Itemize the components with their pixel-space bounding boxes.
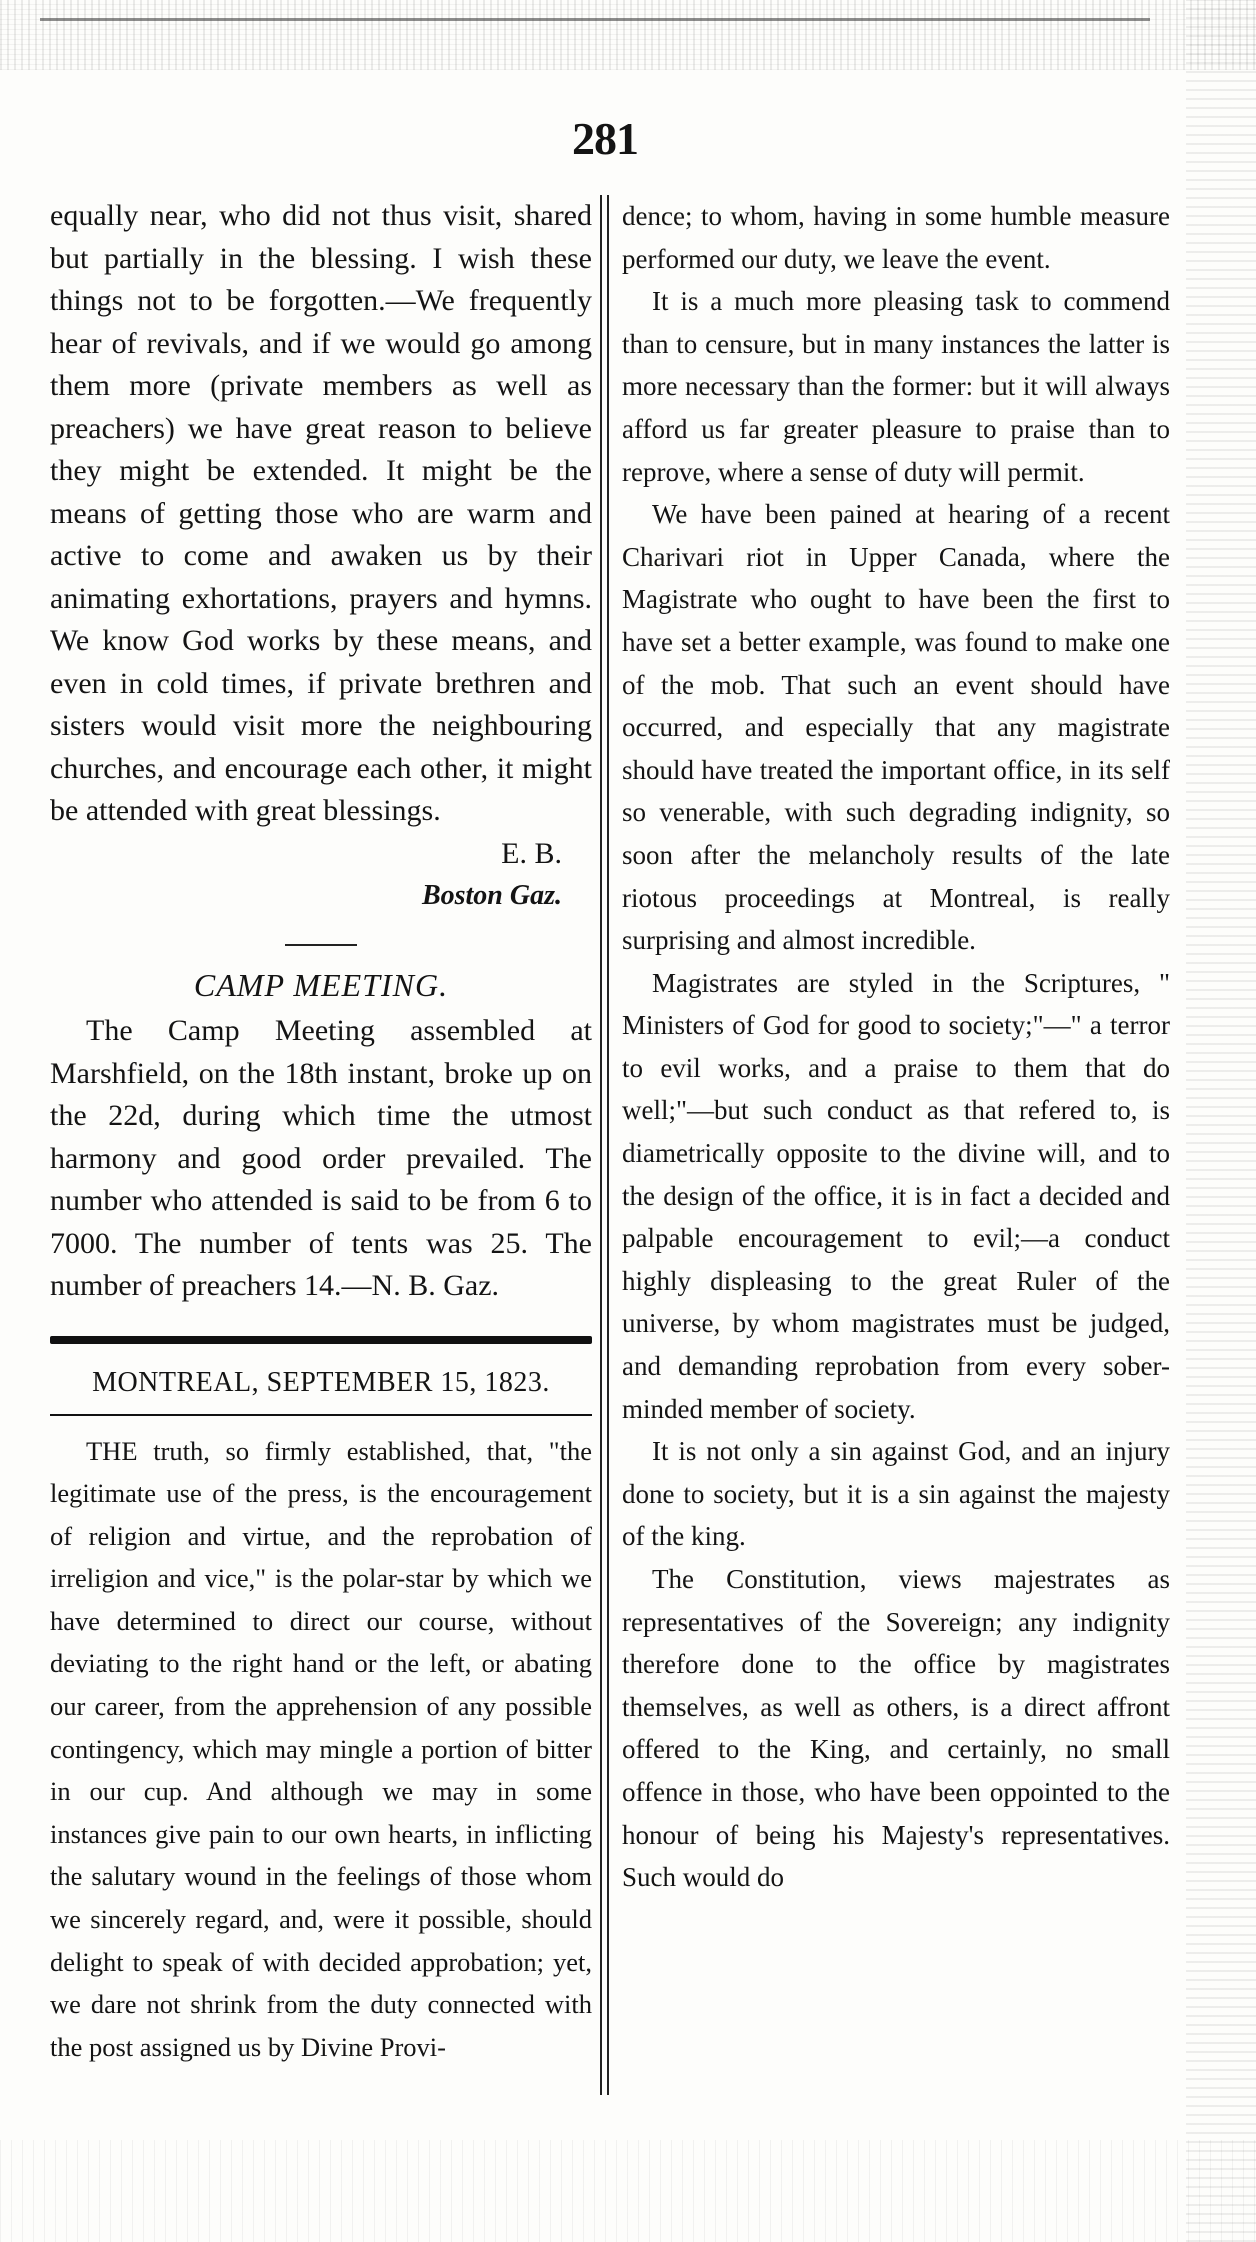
top-rule xyxy=(40,18,1150,21)
constitution-paragraph: The Constitution, views majestrates as representatives of the Sovereign; any indignity therefore done to the office by magistrates themselves, as well as others, is a direct affront offered to the King, and certainly, no small offence in those, who have been oppointed to the honour of being his Majesty's representatives. Such would do xyxy=(622,1564,1170,1893)
signature-initials: E. B. xyxy=(501,836,562,870)
revival-paragraph: equally near, who did not thus visit, shared but partially in the blessing. I wish these things not to be forgotten.—We frequently hear of revivals, and if we would go among them more (private members as well as preachers) we have great reason to believe they might be extended. It might be the means of getting those who are warm and active to come and awaken us by their animating exhortations, prayers and hymns. We know God works by these means, and even in cold times, if private brethren and sisters would visit more the neighbouring churches, and encourage each other, it might be attended with great blessings. xyxy=(50,199,592,827)
dateline-place: MONTREAL, xyxy=(92,1366,260,1398)
camp-meeting-paragraph: The Camp Meeting assembled at Marshfield, on the 18th instant, broke up on the 22d, during which time the utmost harmony and good order prevailed. The number who attended is said to be from 6 to 7000. The number of tents was 25. The number of preachers 14.—N. B. Gaz. xyxy=(50,1014,592,1302)
charivari-paragraph: We have been pained at hearing of a recent Charivari riot in Upper Canada, where the Magistrate who ought to have been the first to have set a better example, was found to make one of the mob. That such an event should have occurred, and especially that any magistrate should have treated the important office, in its self so venerable, with such degrading indignity, so soon after the melancholy results of the late riotous proceedings at Montreal, is really surprising and almost incredible. xyxy=(622,499,1170,956)
signature-source: Boston Gaz. xyxy=(421,880,562,911)
section-divider xyxy=(285,944,357,946)
page-number: 281 xyxy=(572,113,638,164)
editorial-paragraph: THE truth, so firmly established, that, "the legitimate use of the press, is the encouragement of religion and virtue, and the reprobation of irreligion and vice," is the polar-star by which we have determined to direct our course, without deviating to the right hand or the left, or abating our career, from the apprehension of any possible contingency, which may mingle a portion of bitter in our cup. And although we may in some instances give pain to our own hearts, in inflicting the salutary wound in the feelings of those whom we sincerely regard, and, were it possible, should delight to speak of with decided approbation; yet, we dare not shrink from the duty connected with the post assigned us by Divine Provi- xyxy=(50,1435,592,2062)
print-speckle-right xyxy=(1186,0,1256,2242)
camp-meeting-heading: CAMP MEETING. xyxy=(193,966,449,1003)
dateline-rule xyxy=(50,1414,592,1416)
masthead-thick-rule xyxy=(50,1336,592,1344)
print-speckle-bottom xyxy=(0,2140,1256,2242)
continuation-paragraph: dence; to whom, having in some humble measure performed our duty, we leave the event. xyxy=(622,201,1170,274)
pleasing-paragraph: It is a much more pleasing task to commend than to censure, but in many instances the latter is more necessary than the former: but it will always afford us far greater pleasure to praise than to reprove, where a sense of duty will permit. xyxy=(622,286,1170,487)
print-speckle-top xyxy=(0,0,1256,70)
magistrates-paragraph: Magistrates are styled in the Scriptures, " Ministers of God for good to society;"—" a terror to evil works, and a praise to them that do well;"—but such conduct as that refered to, is diametrically opposite to the divine will, and to the design of the office, it is in fact a decided and palpable encouragement to evil;—a conduct highly displeasing to the great Ruler of the universe, by whom magistrates must be judged, and demanding reprobation from every sober-minded member of society. xyxy=(622,967,1170,1424)
column-divider xyxy=(600,195,609,2095)
dateline-date: SEPTEMBER 15, 1823. xyxy=(266,1366,550,1398)
sin-paragraph: It is not only a sin against God, and an injury done to society, but it is a sin against the majesty of the king. xyxy=(622,1436,1170,1552)
left-column xyxy=(50,195,592,2068)
right-column xyxy=(622,195,1170,1899)
dateline xyxy=(50,1358,592,1408)
